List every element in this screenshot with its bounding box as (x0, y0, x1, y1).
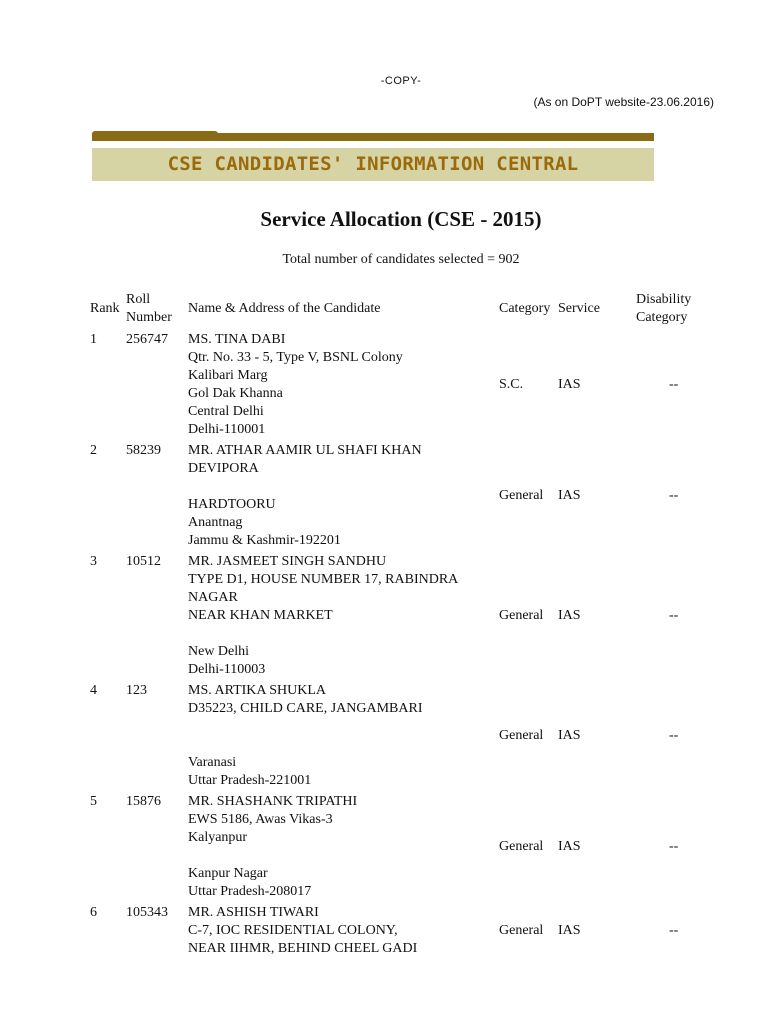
address-line (188, 736, 423, 754)
dopt-date-note: (As on DoPT website-23.06.2016) (533, 95, 714, 109)
address-line: Delhi-110003 (188, 662, 266, 677)
col-header-disability-line2: Category (636, 310, 688, 325)
roll-number-cell: 256747 (126, 332, 168, 347)
address-line: NEAR KHAN MARKET (188, 608, 333, 623)
address-line (188, 847, 357, 865)
rank-cell: 6 (90, 905, 97, 920)
address-line: Jammu & Kashmir-192201 (188, 533, 341, 548)
address-line: Uttar Pradesh-221001 (188, 773, 312, 788)
col-header-service: Service (558, 301, 600, 316)
copy-mark: -COPY- (380, 75, 422, 87)
disability-cell: -- (669, 488, 679, 503)
address-line: New Delhi (188, 644, 250, 659)
address-line: Anantnag (188, 515, 243, 530)
candidate-address-cell (188, 442, 422, 550)
disability-cell: -- (669, 377, 679, 392)
address-line: C-7, IOC RESIDENTIAL COLONY, (188, 923, 398, 938)
candidate-address-cell (188, 904, 417, 958)
address-line: Gol Dak Khanna (188, 386, 283, 401)
address-line: Qtr. No. 33 - 5, Type V, BSNL Colony (188, 350, 403, 365)
address-line: Uttar Pradesh-208017 (188, 884, 312, 899)
address-line: Kalyanpur (188, 830, 248, 845)
col-header-disability-line1: Disability (636, 292, 692, 307)
col-header-roll-line2: Number (126, 310, 172, 325)
address-line: Kalibari Marg (188, 368, 268, 383)
address-line (188, 478, 422, 496)
rank-cell: 1 (90, 332, 97, 347)
category-cell: S.C. (499, 377, 524, 392)
address-line: HARDTOORU (188, 497, 276, 512)
candidate-address-cell (188, 331, 403, 439)
col-header-disability (636, 291, 691, 327)
address-line: Kanpur Nagar (188, 866, 268, 881)
category-cell: General (499, 608, 544, 623)
service-cell: IAS (558, 728, 581, 743)
address-line: Central Delhi (188, 404, 264, 419)
col-header-category: Category (499, 301, 551, 316)
address-line: D35223, CHILD CARE, JANGAMBARI (188, 701, 423, 716)
candidate-address-cell (188, 553, 458, 679)
category-cell: General (499, 488, 544, 503)
rank-cell: 5 (90, 794, 97, 809)
address-line: EWS 5186, Awas Vikas-3 (188, 812, 333, 827)
disability-cell: -- (669, 728, 679, 743)
col-header-name: Name & Address of the Candidate (188, 301, 381, 316)
rank-cell: 4 (90, 683, 97, 698)
service-cell: IAS (558, 923, 581, 938)
category-cell: General (499, 839, 544, 854)
roll-number-cell: 123 (126, 683, 147, 698)
candidate-name: MR. ATHAR AAMIR UL SHAFI KHAN (188, 443, 422, 458)
service-cell: IAS (558, 608, 581, 623)
address-line: NEAR IIHMR, BEHIND CHEEL GADI (188, 941, 418, 956)
rank-cell: 3 (90, 554, 97, 569)
address-line: NAGAR (188, 590, 238, 605)
address-line (188, 718, 423, 736)
banner-title: CSE CANDIDATES' INFORMATION CENTRAL (167, 153, 579, 175)
service-cell: IAS (558, 839, 581, 854)
candidate-address-cell (188, 793, 357, 901)
address-line: TYPE D1, HOUSE NUMBER 17, RABINDRA (188, 572, 459, 587)
candidate-name: MR. JASMEET SINGH SANDHU (188, 554, 387, 569)
address-line: Varanasi (188, 755, 237, 770)
roll-number-cell: 10512 (126, 554, 161, 569)
address-line: DEVIPORA (188, 461, 259, 476)
rank-cell: 2 (90, 443, 97, 458)
address-line: Delhi-110001 (188, 422, 266, 437)
service-cell: IAS (558, 488, 581, 503)
category-cell: General (499, 923, 544, 938)
candidate-name: MS. TINA DABI (188, 332, 286, 347)
disability-cell: -- (669, 608, 679, 623)
roll-number-cell: 15876 (126, 794, 161, 809)
category-cell: General (499, 728, 544, 743)
col-header-rank: Rank (90, 301, 120, 316)
total-selected-text: Total number of candidates selected = 902 (282, 252, 520, 267)
col-header-roll-line1: Roll (126, 292, 151, 307)
roll-number-cell: 58239 (126, 443, 161, 458)
disability-cell: -- (669, 923, 679, 938)
disability-cell: -- (669, 839, 679, 854)
candidate-address-cell (188, 682, 423, 790)
service-cell: IAS (558, 377, 581, 392)
candidate-name: MS. ARTIKA SHUKLA (188, 683, 327, 698)
address-line (188, 625, 458, 643)
candidate-name: MR. ASHISH TIWARI (188, 905, 319, 920)
candidate-name: MR. SHASHANK TRIPATHI (188, 794, 358, 809)
roll-number-cell: 105343 (126, 905, 168, 920)
page-title: Service Allocation (CSE - 2015) (260, 207, 542, 231)
col-header-roll (126, 291, 172, 327)
banner-accent-bar (92, 133, 654, 141)
